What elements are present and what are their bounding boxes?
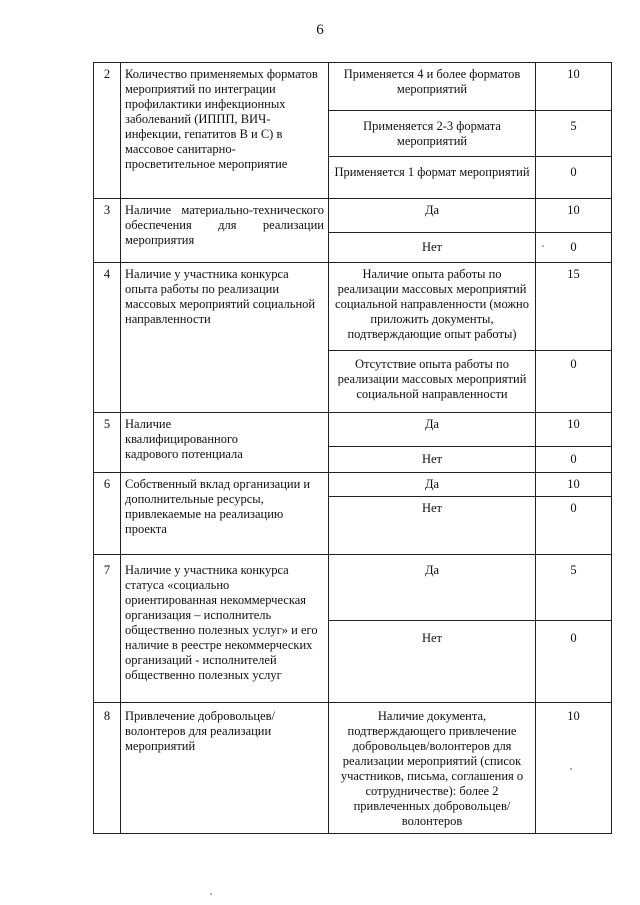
criterion-line: кадрового потенциала [125,447,243,461]
condition-text: Нет [329,447,536,473]
points-value: 5 [536,555,612,621]
points-value: 10 [536,413,612,447]
condition-text: Наличие документа, подтверждающего привлечение добровольцев/волонтеров для реализации мероприятий (список участников, письма, соглашения о сотрудничестве): более 2 привлеченных добровольцев/волонтеров [329,703,536,834]
table-row [94,63,612,111]
criterion-text: Количество применяемых форматов мероприятий по интеграции профилактики инфекционных заболеваний (ИППП, ВИЧ-инфекции, гепатитов В и С) в массовое санитарно-просветительное мероприятие [121,63,329,199]
table-row [94,413,612,447]
scan-speck [542,245,544,247]
condition-text: Да [329,473,536,497]
criterion-line: Наличие материально-технического [125,203,324,217]
condition-text: Нет [329,621,536,703]
table-row [94,199,612,233]
condition-text: Применяется 2-3 формата мероприятий [329,111,536,157]
criterion-line: обеспечения для реализации [125,218,324,232]
criteria-table [93,62,612,834]
condition-text: Да [329,413,536,447]
table-row [94,555,612,621]
condition-text: Да [329,199,536,233]
criterion-line: квалифицированного [125,432,239,446]
criterion-line: Наличие [125,417,172,431]
criterion-line: мероприятия [125,233,195,247]
row-number: 8 [94,703,121,834]
condition-text: Применяется 1 формат мероприятий [329,157,536,199]
row-number: 5 [94,413,121,473]
table-row [94,263,612,351]
points-value: 0 [536,233,612,263]
row-number: 7 [94,555,121,703]
condition-text: Наличие опыта работы по реализации массовых мероприятий социальной направленности (можно приложить документы, подтверждающие опыт работы) [329,263,536,351]
condition-text: Нет [329,497,536,555]
points-value: 10 [536,703,612,834]
points-value: 10 [536,63,612,111]
criterion-text [121,199,329,263]
points-value: 0 [536,351,612,413]
row-number: 6 [94,473,121,555]
points-value: 10 [536,473,612,497]
criterion-text: Собственный вклад организации и дополнительные ресурсы, привлекаемые на реализацию проекта [121,473,329,555]
condition-text: Отсутствие опыта работы по реализации массовых мероприятий социальной направленности [329,351,536,413]
scan-speck [570,768,572,770]
points-value: 5 [536,111,612,157]
condition-text: Применяется 4 и более форматов мероприятий [329,63,536,111]
points-value: 0 [536,621,612,703]
points-value: 15 [536,263,612,351]
page-number: 6 [316,22,324,38]
condition-text: Нет [329,233,536,263]
condition-text: Да [329,555,536,621]
table-row [94,473,612,497]
points-value: 0 [536,157,612,199]
row-number: 4 [94,263,121,413]
points-value: 10 [536,199,612,233]
row-number: 2 [94,63,121,199]
criterion-text: Наличие у участника конкурса статуса «социально ориентированная некоммерческая организация – исполнитель общественно полезных услуг» и его наличие в реестре некоммерческих организаций - исполнителей общественно полезных услуг [121,555,329,703]
criterion-text: Наличие у участника конкурса опыта работы по реализации массовых мероприятий социальной направленности [121,263,329,413]
points-value: 0 [536,497,612,555]
table-row [94,703,612,834]
criterion-text [121,413,329,473]
criterion-text: Привлечение добровольцев/ волонтеров для реализации мероприятий [121,703,329,834]
points-value: 0 [536,447,612,473]
scan-speck [210,893,212,895]
row-number: 3 [94,199,121,263]
